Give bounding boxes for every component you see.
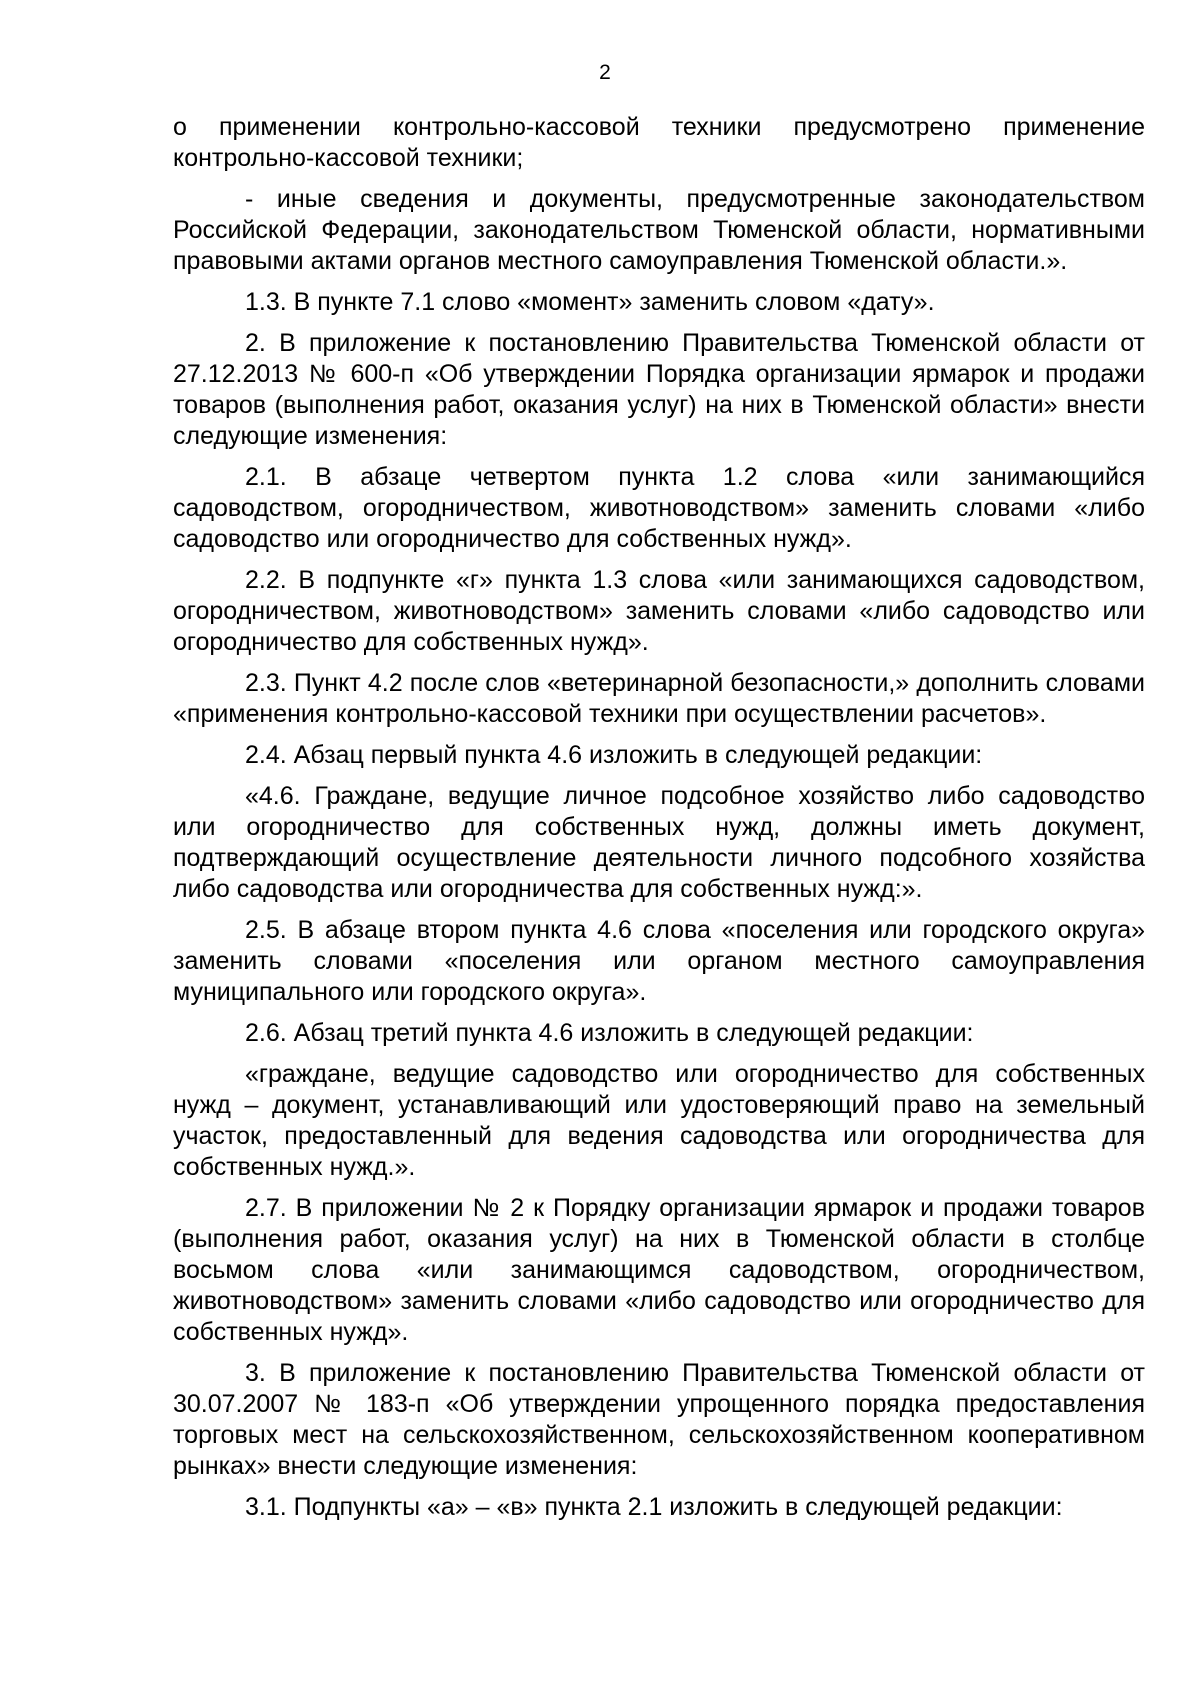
paragraph: 1.3. В пункте 7.1 слово «момент» заменить словом «дату». — [245, 288, 935, 316]
paragraph: 3.1. Подпункты «а» – «в» пункта 2.1 изложить в следующей редакции: — [245, 1493, 1063, 1521]
paragraph: - иные сведения и документы, предусмотренные законодательством Российской Федерации, законодательством Тюменской области, нормативными правовыми актами органов местного самоуправления Тюменской области.». — [173, 185, 1145, 275]
paragraph: 2.6. Абзац третий пункта 4.6 изложить в следующей редакции: — [245, 1019, 974, 1047]
paragraph: 2. В приложение к постановлению Правительства Тюменской области от 27.12.2013 № 600-п «Об утверждении Порядка организации ярмарок и продажи товаров (выполнения работ, оказания услуг) на них в Тюменской области» внести следующие изменения: — [173, 329, 1145, 450]
page-number: 2 — [599, 61, 611, 84]
paragraph: «граждане, ведущие садоводство или огородничество для собственных нужд – документ, устанавливающий или удостоверяющий право на земельный участок, предоставленный для ведения садоводства или огородничества для собственных нужд.». — [173, 1060, 1145, 1181]
paragraph: о применении контрольно-кассовой техники предусмотрено применение контрольно-кассовой техники; — [173, 113, 1145, 172]
paragraph: «4.6. Граждане, ведущие личное подсобное хозяйство либо садоводство или огородничество для собственных нужд, должны иметь документ, подтверждающий осуществление деятельности личного подсобного хозяйства либо садоводства или огородничества для собственных нужд:». — [173, 782, 1145, 903]
paragraph: 2.3. Пункт 4.2 после слов «ветеринарной безопасности,» дополнить словами «применения контрольно-кассовой техники при осуществлении расчетов». — [173, 669, 1145, 728]
paragraph: 2.2. В подпункте «г» пункта 1.3 слова «или занимающихся садоводством, огородничеством, животноводством» заменить словами «либо садоводство или огородничество для собственных нужд». — [173, 566, 1145, 656]
paragraph: 2.5. В абзаце втором пункта 4.6 слова «поселения или городского округа» заменить словами «поселения или органом местного самоуправления муниципального или городского округа». — [173, 916, 1145, 1006]
paragraph: 2.7. В приложении № 2 к Порядку организации ярмарок и продажи товаров (выполнения работ, оказания услуг) на них в Тюменской области в столбце восьмом слова «или занимающимся садоводством, огородничеством, животноводством» заменить словами «либо садоводство или огородничество для собственных нужд». — [173, 1194, 1145, 1346]
paragraph: 2.4. Абзац первый пункта 4.6 изложить в следующей редакции: — [245, 741, 983, 769]
document-body — [173, 112, 1145, 1533]
paragraph: 3. В приложение к постановлению Правительства Тюменской области от 30.07.2007 № 183-п «Об утверждении упрощенного порядка предоставления торговых мест на сельскохозяйственном, сельскохозяйственном кооперативном рынках» внести следующие изменения: — [173, 1359, 1145, 1480]
paragraph: 2.1. В абзаце четвертом пункта 1.2 слова «или занимающийся садоводством, огородничеством, животноводством» заменить словами «либо садоводство или огородничество для собственных нужд». — [173, 463, 1145, 553]
